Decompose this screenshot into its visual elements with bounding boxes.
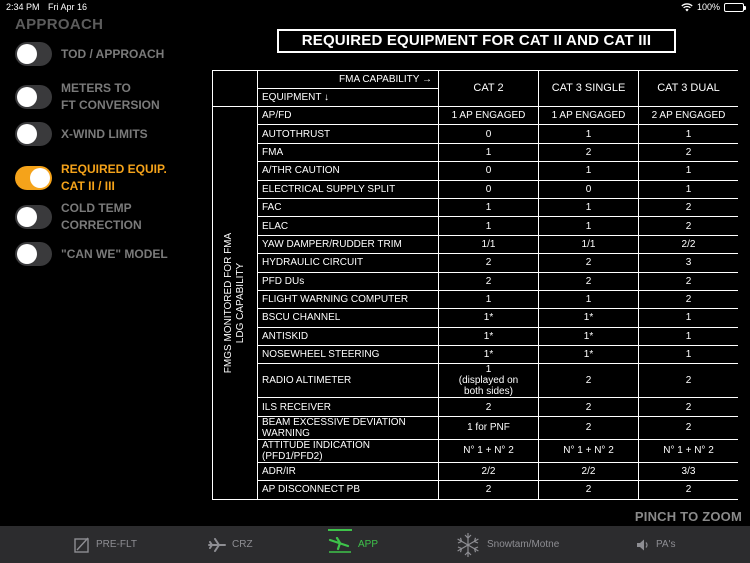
menu-item-label: METERS TO FT CONVERSION	[61, 81, 160, 112]
table-row	[213, 290, 739, 308]
cat2-cell: 1/1	[439, 235, 539, 253]
equipment-cell: FMA	[258, 143, 439, 161]
tab-snowtam-motne[interactable]	[455, 526, 559, 563]
equipment-cell: PFD DUs	[258, 272, 439, 290]
table-row	[213, 364, 739, 398]
group-label	[223, 233, 247, 373]
menu-item-label: TOD / APPROACH	[61, 46, 165, 61]
active-tab-indicator	[328, 529, 352, 531]
cat3-dual-cell: 2 AP ENGAGED	[639, 107, 739, 125]
tab-crz[interactable]	[208, 526, 253, 563]
cat3-dual-cell: 2	[639, 481, 739, 499]
status-time: 2:34 PM	[6, 2, 40, 12]
cat3-dual-cell: 1	[639, 309, 739, 327]
equipment-cell: ELAC	[258, 217, 439, 235]
cat3-single-cell: 2	[539, 481, 639, 499]
cat2-cell: 1*	[439, 327, 539, 345]
cat3-single-cell: 1	[539, 162, 639, 180]
cat2-cell: 0	[439, 180, 539, 198]
cat3-dual-cell: 1	[639, 125, 739, 143]
table-row	[213, 481, 739, 499]
cell-line: (displayed on	[458, 375, 519, 387]
cell-line: WARNING	[262, 427, 310, 439]
cat3-dual-cell: 2	[639, 272, 739, 290]
cat2-cell: N° 1 + N° 2	[439, 439, 539, 462]
table-row	[213, 217, 739, 235]
cat3-single-cell: 1	[539, 217, 639, 235]
menu-item-meters-to-ft[interactable]	[15, 80, 160, 114]
toggle-switch[interactable]	[15, 85, 52, 109]
menu-item-label: "CAN WE" MODEL	[61, 246, 168, 261]
table-row	[213, 272, 739, 290]
cell-line: (PFD1/PFD2)	[262, 450, 323, 462]
checkbox-icon	[74, 537, 90, 553]
section-title: APPROACH	[15, 16, 104, 33]
table-row	[213, 254, 739, 272]
tab-label: Snowtam/Motne	[487, 539, 560, 550]
table-row	[213, 439, 739, 462]
cat3-single-cell: 2	[539, 364, 639, 398]
table-row	[213, 327, 739, 345]
menu-item-label: COLD TEMP CORRECTION	[61, 201, 142, 232]
toggle-switch[interactable]	[15, 242, 52, 266]
toggle-switch[interactable]	[15, 122, 52, 146]
equipment-cell: ELECTRICAL SUPPLY SPLIT	[258, 180, 439, 198]
cat3-dual-cell: N° 1 + N° 2	[639, 439, 739, 462]
equipment-cell	[258, 416, 439, 439]
equipment-cell: FLIGHT WARNING COMPUTER	[258, 290, 439, 308]
equipment-cell: NOSEWHEEL STEERING	[258, 346, 439, 364]
cat3-dual-cell: 2	[639, 290, 739, 308]
tab-bar	[0, 526, 750, 563]
group-label-line: FMGS MONITORED FOR FMA	[223, 232, 234, 373]
toggle-switch[interactable]	[15, 166, 52, 190]
menu-item-label: REQUIRED EQUIP. CAT II / III	[61, 162, 167, 193]
cat3-dual-cell: 2	[639, 198, 739, 216]
wifi-icon	[681, 3, 693, 12]
equipment-cell: ADR/IR	[258, 462, 439, 480]
equipment-cell: AP/FD	[258, 107, 439, 125]
equipment-cell	[258, 439, 439, 462]
cat3-dual-cell: 1	[639, 346, 739, 364]
status-right	[681, 2, 744, 12]
table-row	[213, 162, 739, 180]
cat3-dual-cell: 1	[639, 162, 739, 180]
tab-label: PA's	[656, 539, 676, 550]
cell-line: ATTITUDE INDICATION	[262, 439, 370, 451]
table-row	[213, 416, 739, 439]
cat2-cell	[439, 364, 539, 398]
airplane-landing-icon	[328, 537, 352, 553]
group-label-line: LDG CAPABILITY	[235, 262, 246, 344]
cat3-single-cell: 1 AP ENGAGED	[539, 107, 639, 125]
cat3-dual-cell: 2/2	[639, 235, 739, 253]
cat2-cell: 2	[439, 254, 539, 272]
cat3-dual-cell: 3	[639, 254, 739, 272]
corner-cell	[213, 71, 258, 107]
cat3-single-cell: 2	[539, 272, 639, 290]
status-bar	[0, 0, 750, 14]
table-row	[213, 198, 739, 216]
tab-app[interactable]	[328, 526, 378, 563]
speaker-icon	[636, 538, 650, 552]
equipment-cell: ILS RECEIVER	[258, 398, 439, 416]
header-equipment: EQUIPMENT ↓	[258, 89, 439, 107]
tab-label: CRZ	[232, 539, 253, 550]
cell-line: 1	[485, 364, 492, 376]
header-cat3-single: CAT 3 SINGLE	[539, 71, 639, 107]
cat2-cell: 1	[439, 217, 539, 235]
group-label-cell	[213, 107, 258, 500]
equipment-cell: FAC	[258, 198, 439, 216]
cat3-dual-cell: 1	[639, 327, 739, 345]
header-cat3-dual: CAT 3 DUAL	[639, 71, 739, 107]
tab-label: PRE-FLT	[96, 539, 137, 550]
tab-label: APP	[358, 539, 379, 550]
table-row	[213, 107, 739, 125]
cat2-cell: 1*	[439, 309, 539, 327]
equipment-cell: ANTISKID	[258, 327, 439, 345]
cat2-cell: 1	[439, 143, 539, 161]
cat2-cell: 1 AP ENGAGED	[439, 107, 539, 125]
header-cat2: CAT 2	[439, 71, 539, 107]
cell-line: BEAM EXCESSIVE DEVIATION	[262, 416, 406, 428]
equipment-table	[212, 70, 738, 500]
cat2-cell: 0	[439, 125, 539, 143]
cat3-single-cell: 1*	[539, 327, 639, 345]
airplane-icon	[208, 538, 226, 552]
cat2-cell: 1	[439, 290, 539, 308]
cat2-cell: 2/2	[439, 462, 539, 480]
page-title: REQUIRED EQUIPMENT FOR CAT II AND CAT III	[277, 29, 676, 53]
menu-item-can-we-model[interactable]	[15, 242, 168, 266]
equipment-cell: AUTOTHRUST	[258, 125, 439, 143]
cat2-cell: 2	[439, 481, 539, 499]
cat2-cell: 2	[439, 398, 539, 416]
cat3-dual-cell: 3/3	[639, 462, 739, 480]
table-scroll-area[interactable]	[212, 70, 738, 510]
equipment-cell: RADIO ALTIMETER	[258, 364, 439, 398]
cat3-single-cell: 2	[539, 416, 639, 439]
table-row	[213, 143, 739, 161]
cat3-single-cell: 2	[539, 398, 639, 416]
menu-item-cold-temp[interactable]	[15, 200, 142, 234]
equipment-cell: AP DISCONNECT PB	[258, 481, 439, 499]
battery-icon	[724, 3, 744, 12]
cat2-cell: 1 for PNF	[439, 416, 539, 439]
table-row	[213, 346, 739, 364]
tab-pas[interactable]	[636, 526, 676, 563]
table-row	[213, 235, 739, 253]
cat2-cell: 1	[439, 198, 539, 216]
cell-line: both sides)	[464, 386, 513, 398]
cat3-single-cell: 1	[539, 125, 639, 143]
toggle-switch[interactable]	[15, 205, 52, 229]
status-date: Fri Apr 16	[48, 2, 88, 12]
menu-item-tod-approach[interactable]	[15, 42, 164, 66]
table-row	[213, 125, 739, 143]
cat3-single-cell: 2/2	[539, 462, 639, 480]
table-row	[213, 462, 739, 480]
tab-pre-flt[interactable]	[74, 526, 137, 563]
cat3-single-cell: 1	[539, 290, 639, 308]
cat3-single-cell: N° 1 + N° 2	[539, 439, 639, 462]
cat3-dual-cell: 1	[639, 180, 739, 198]
cat3-dual-cell: 2	[639, 364, 739, 398]
cat3-single-cell: 1*	[539, 346, 639, 364]
cat3-single-cell: 0	[539, 180, 639, 198]
cat2-cell: 0	[439, 162, 539, 180]
pinch-to-zoom-hint: PINCH TO ZOOM	[634, 509, 742, 524]
cat3-dual-cell: 2	[639, 416, 739, 439]
battery-percent: 100%	[696, 2, 720, 12]
table-header-row	[213, 71, 739, 89]
snowflake-icon	[455, 532, 481, 558]
cat3-single-cell: 2	[539, 143, 639, 161]
equipment-cell: YAW DAMPER/RUDDER TRIM	[258, 235, 439, 253]
header-fma-capability: FMA CAPABILITY →	[258, 71, 439, 89]
cat3-single-cell: 2	[539, 254, 639, 272]
equipment-cell: HYDRAULIC CIRCUIT	[258, 254, 439, 272]
equipment-cell: BSCU CHANNEL	[258, 309, 439, 327]
cat2-cell: 2	[439, 272, 539, 290]
toggle-switch[interactable]	[15, 42, 52, 66]
menu-item-label: X-WIND LIMITS	[61, 126, 148, 141]
cat3-single-cell: 1*	[539, 309, 639, 327]
menu-item-xwind-limits[interactable]	[15, 122, 148, 146]
cat3-single-cell: 1	[539, 198, 639, 216]
cat3-dual-cell: 2	[639, 217, 739, 235]
equipment-cell: A/THR CAUTION	[258, 162, 439, 180]
table-row	[213, 398, 739, 416]
table-row	[213, 309, 739, 327]
cat3-dual-cell: 2	[639, 143, 739, 161]
cat3-single-cell: 1/1	[539, 235, 639, 253]
menu-item-required-equip[interactable]	[15, 161, 167, 195]
table-row	[213, 180, 739, 198]
cat2-cell: 1*	[439, 346, 539, 364]
cat3-dual-cell: 2	[639, 398, 739, 416]
